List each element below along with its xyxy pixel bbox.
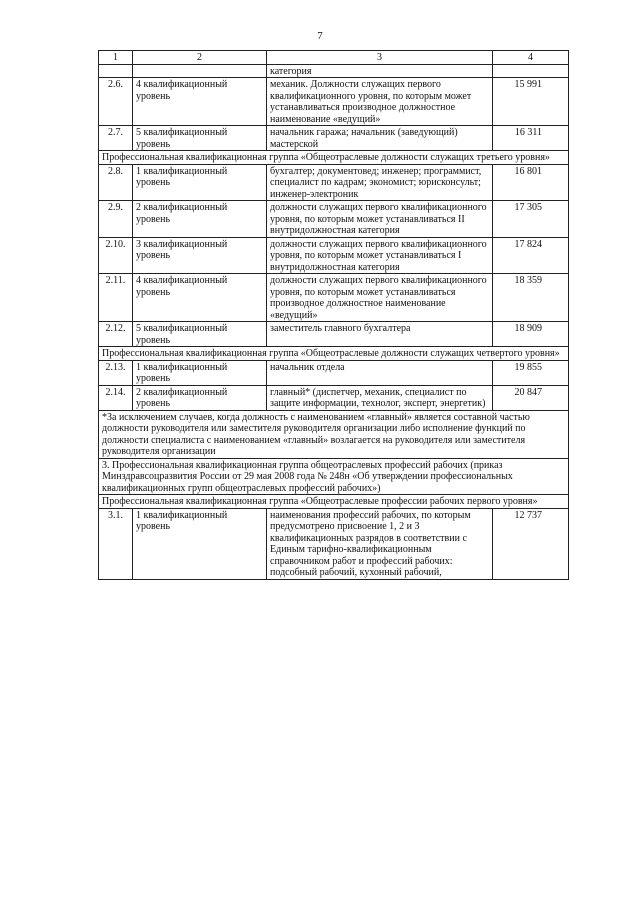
row-number: 2.7. [99,126,133,151]
salary-value: 20 847 [493,385,569,410]
row-number: 2.14. [99,385,133,410]
qualification-level: 5 квалификационный уровень [133,126,267,151]
table-row [99,64,569,78]
header-cell: 2 [133,51,267,65]
position-description: должности служащих первого квалификационного уровня, по которым может устанавливаться производное должностное наименование «ведущий» [267,274,493,322]
group-heading-row [99,410,569,458]
table-row [99,237,569,274]
row-number [99,64,133,78]
salary-value: 12 737 [493,508,569,579]
salary-value [493,64,569,78]
position-description: должности служащих первого квалификационного уровня, по которым может устанавливаться II внутридолжностная категория [267,201,493,238]
qualification-level: 2 квалификационный уровень [133,201,267,238]
qualification-level: 1 квалификационный уровень [133,360,267,385]
salary-value: 19 855 [493,360,569,385]
position-description: начальник отдела [267,360,493,385]
header-cell: 3 [267,51,493,65]
table-row [99,360,569,385]
table-header-row [99,51,569,65]
row-number: 2.12. [99,322,133,347]
qualification-level: 2 квалификационный уровень [133,385,267,410]
row-number: 2.8. [99,164,133,201]
position-description: механик. Должности служащих первого квалификационного уровня, по которым может устанавливаться производное должностное наименование «ведущий» [267,78,493,126]
group-heading-row [99,458,569,495]
salary-value: 18 909 [493,322,569,347]
salary-table [98,50,569,580]
group-heading-row [99,347,569,361]
row-number: 2.10. [99,237,133,274]
qualification-level: 5 квалификационный уровень [133,322,267,347]
group-heading-row [99,495,569,509]
group-heading: *За исключением случаев, когда должность с наименованием «главный» является составной частью должности руководителя или заместителя руководителя организации либо исполнение функций по должности специалиста с наименованием «главный» возлагается на руководителя или заместителя руководителя организации [99,410,569,458]
group-heading: 3. Профессиональная квалификационная группа общеотраслевых профессий рабочих (приказ Минздравсоцразвития России от 29 мая 2008 года № 248н «Об утверждении профессиональных квалификационных групп общеотраслевых профессий рабочих») [99,458,569,495]
table-row [99,164,569,201]
table-row [99,126,569,151]
table-row [99,201,569,238]
position-description: наименования профессий рабочих, по которым предусмотрено присвоение 1, 2 и 3 квалификационных разрядов в соответствии с Единым тарифно-квалификационным справочником работ и профессий рабочих: подсобный рабочий, кухонный рабочий, [267,508,493,579]
salary-value: 17 305 [493,201,569,238]
position-description: должности служащих первого квалификационного уровня, по которым может устанавливаться I внутридолжностная категория [267,237,493,274]
row-number: 2.11. [99,274,133,322]
position-description: начальник гаража; начальник (заведующий) мастерской [267,126,493,151]
row-number: 2.9. [99,201,133,238]
salary-value: 16 311 [493,126,569,151]
qualification-level: 1 квалификационный уровень [133,508,267,579]
salary-value: 18 359 [493,274,569,322]
qualification-level: 1 квалификационный уровень [133,164,267,201]
table-row [99,274,569,322]
row-number: 2.13. [99,360,133,385]
qualification-level: 4 квалификационный уровень [133,78,267,126]
page-number: 7 [317,30,323,42]
qualification-level: 3 квалификационный уровень [133,237,267,274]
qualification-level: 4 квалификационный уровень [133,274,267,322]
position-description: главный* (диспетчер, механик, специалист по защите информации, технолог, эксперт, энергетик) [267,385,493,410]
table-row [99,385,569,410]
table-row [99,78,569,126]
group-heading: Профессиональная квалификационная группа «Общеотраслевые должности служащих четвертого уровня» [99,347,569,361]
position-description: категория [267,64,493,78]
position-description: бухгалтер; документовед; инженер; программист, специалист по кадрам; экономист; юрисконсульт; инженер-электроник [267,164,493,201]
group-heading: Профессиональная квалификационная группа «Общеотраслевые должности служащих третьего уровня» [99,151,569,165]
group-heading-row [99,151,569,165]
table-row [99,322,569,347]
group-heading: Профессиональная квалификационная группа «Общеотраслевые профессии рабочих первого уровня» [99,495,569,509]
row-number: 3.1. [99,508,133,579]
header-cell: 1 [99,51,133,65]
table-row [99,508,569,579]
salary-value: 16 801 [493,164,569,201]
header-cell: 4 [493,51,569,65]
qualification-level [133,64,267,78]
salary-value: 17 824 [493,237,569,274]
row-number: 2.6. [99,78,133,126]
position-description: заместитель главного бухгалтера [267,322,493,347]
salary-value: 15 991 [493,78,569,126]
